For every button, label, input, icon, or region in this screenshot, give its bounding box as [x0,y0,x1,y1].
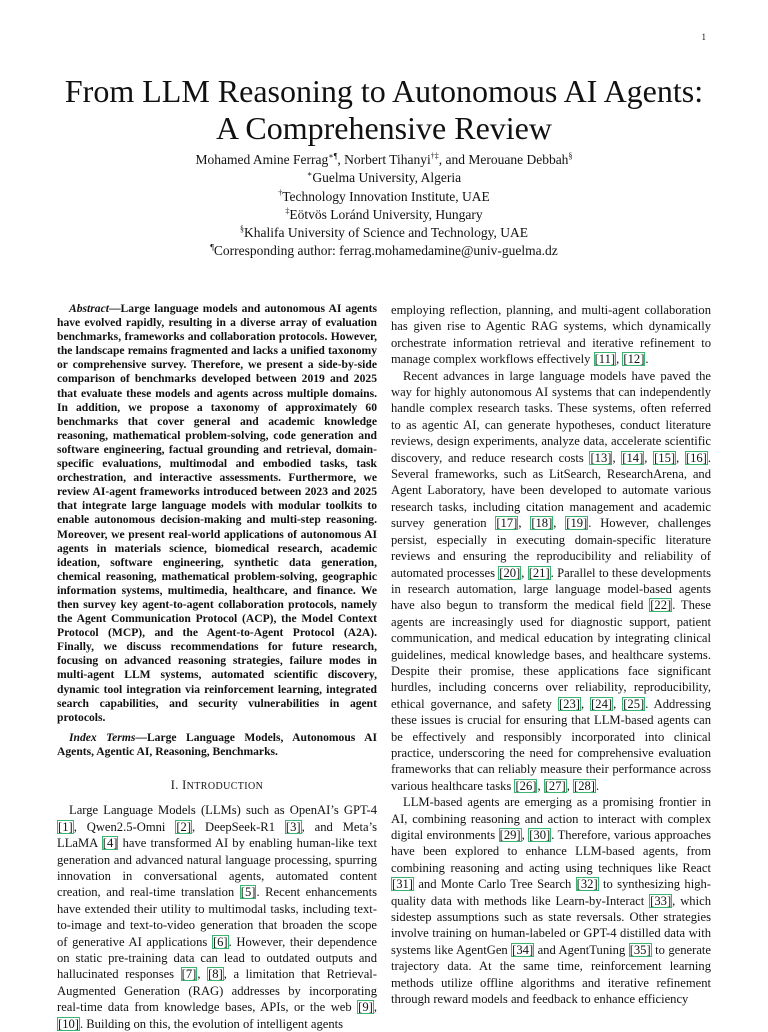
text-run: . Therefore, various approaches have been explored to enhance LLM-based agents, from combining reasoning and acting using techniques like React [391,828,711,875]
index-terms-text: Large Language Models, Autonomous AI Agents, Agentic AI, Reasoning, Benchmarks. [57,730,377,758]
text-run: LLM-based agents are emerging as a promising frontier in AI, combining reasoning and action to interact with complex digital environments [391,795,711,842]
text-run: , a limitation that Retrieval-Augmented Generation (RAG) addresses by incorporating real-time data from knowledge bases, APIs, or the web [57,967,378,1015]
citation-link[interactable]: [30] [529,828,551,842]
title-line-2: A Comprehensive Review [216,110,552,146]
text-run: , [197,967,208,982]
text-run: , and Meta’s LLaMA [57,819,377,851]
text-run: . However, their dependence on static pre-training data can lead to outdated outputs and hallucinated responses [57,934,377,982]
affiliation-text: Guelma University, Algeria [312,170,462,186]
affiliation [40,224,728,242]
right-paragraph-2 [391,368,711,795]
citation-link[interactable]: [35] [629,942,651,957]
citation-link[interactable]: [7] [181,967,197,982]
citation-link[interactable]: [9] [358,1000,373,1015]
citation-link[interactable]: [10] [58,1016,79,1031]
text-run: and Monte Carlo Tree Search [413,877,576,892]
citation-link[interactable]: [18] [531,516,553,531]
abstract-dash: — [108,302,121,315]
citation-link[interactable]: [11] [594,352,616,367]
text-run: . [596,778,600,793]
affiliation-mark: ¶ [210,242,214,252]
citation-link[interactable]: [22] [650,598,672,613]
affiliation [40,206,728,224]
text-run: employing reflection, planning, and multi-agent collaboration has given rise to Agentic RAG systems, which dynamically orchestrate information retrieval and iterative refinement to manage complex workflows effectively [391,303,711,367]
author-line [40,151,728,169]
author-mark: †‡ [430,151,439,161]
text-run: , [580,696,591,711]
affiliation-text: Khalifa University of Science and Technology, UAE [244,225,528,241]
text-run: to generate trajectory data. At the same time, reinforcement learning methods utilize offline algorithms and iterative refinement through reward models and feedback to enhance efficiency [391,942,711,1007]
text-run: , DeepSeek-R1 [192,819,285,834]
citation-link[interactable]: [21] [528,565,550,580]
text-run: , [566,778,574,793]
text-run: , [518,516,531,531]
citation-link[interactable]: [27] [544,778,566,793]
right-paragraph-3 [391,794,711,1007]
text-run: , [612,450,622,465]
citation-link[interactable]: [29] [499,828,521,842]
citation-link[interactable]: [20] [499,565,521,580]
citation-link[interactable]: [24] [591,696,613,711]
title-line-1: From LLM Reasoning to Autonomous AI Agents: [64,73,704,109]
text-run: . Addressing these issues is crucial for ensuring that LLM-based agents can be effectively and responsibly incorporated into clinical practice, underscoring the need for comprehensive evaluation frameworks that can reliably measure their performance across various healthcare tasks [391,696,711,793]
section-heading-introduction [57,777,377,795]
citation-link[interactable]: [23] [558,696,580,711]
citation-link[interactable]: [15] [654,450,676,465]
index-terms [57,731,377,759]
text-run: , [613,696,623,711]
affiliation [40,169,728,187]
text-run: Large Language Models (LLMs) such as OpenAI’s GPT-4 [69,803,377,818]
affiliation [40,188,728,206]
section-rest: NTRODUCTION [186,781,264,792]
section-number: I. [170,778,183,792]
section-initial: I [182,778,187,792]
text-run: , [521,828,529,842]
citation-link[interactable]: [28] [574,778,595,793]
text-run: . Recent enhancements have extended their utility to multimodal tasks, including text-to-image and text-to-video generation that broaden the scope of generative AI applications [57,885,378,949]
citation-link[interactable]: [2] [176,819,192,834]
citation-link[interactable]: [12] [623,352,645,367]
author-name: Mohamed Amine Ferrag [195,152,329,167]
text-run: , [537,778,544,793]
citation-link[interactable]: [16] [685,450,707,465]
left-column [57,302,377,1032]
abstract [57,302,377,725]
text-run: , [521,565,528,580]
author-name: , Norbert Tihanyi [337,152,431,167]
affiliation-text: Corresponding author: ferrag.mohamedamine@univ-guelma.dz [213,243,558,259]
text-run: to synthesizing high-quality data with methods like Learn-by-Interact [391,877,711,908]
citation-link[interactable]: [5] [240,885,256,900]
text-run: , [616,352,623,367]
text-run: . [645,352,649,367]
text-run: . These agents are increasingly used for diagnostic support, patient communication, and medical education by integrating clinical guidelines, medical knowledge bases, and healthcare systems. Despite their promise, these applications face significant hurdles, including concerns over reliability, reproducibility, ethical governance, and safety [391,598,711,711]
text-run: and AgentTuning [534,942,629,957]
citation-link[interactable]: [13] [590,450,612,465]
citation-link[interactable]: [8] [208,967,223,982]
index-terms-label: Index Terms [69,730,136,744]
text-run: , [553,516,566,531]
text-run: have transformed AI by enabling human-like text generation and advanced natural language processing, spurring innovation in conversational agents, automated content creation, and real-time translation [57,836,377,900]
citation-link[interactable]: [19] [566,516,588,531]
text-run: , [676,450,685,465]
text-run: . Parallel to these developments in research automation, large language model-based agents have also begun to transform the medical field [391,565,712,613]
affiliation-mark: † [278,188,283,198]
citation-link[interactable]: [26] [515,778,537,793]
authors-block [40,151,728,261]
right-column [391,302,711,1007]
affiliation-mark: ∗ [306,169,313,179]
citation-link[interactable]: [25] [623,696,645,711]
citation-link[interactable]: [32] [576,877,598,892]
text-run: , which sidestep assumptions such as state reversals. Other strategies involve training on human-labeled or GPT-4 distilled data with systems like AgentGen [391,893,711,957]
intro-paragraph-1 [57,802,377,1032]
text-run: . Building on this, the evolution of intelligent agents [79,1016,344,1031]
text-run: . Several frameworks, such as LitSearch, ResearchArena, and Agent Laboratory, have been developed to automate various research tasks, including citation management and academic survey generation [391,450,712,531]
text-run: , [373,1000,377,1015]
citation-link[interactable]: [14] [622,450,644,465]
citation-link[interactable]: [1] [58,819,73,834]
paper-title [40,73,728,147]
author-mark: ∗¶ [328,151,338,161]
citation-link[interactable]: [34] [512,942,534,957]
citation-link[interactable]: [6] [212,934,228,949]
index-terms-dash: — [135,730,147,744]
citation-link[interactable]: [3] [285,819,301,834]
text-run: , Qwen2.5-Omni [73,819,176,834]
affiliation-text: Technology Innovation Institute, UAE [282,188,490,204]
affiliation-mark: § [240,224,244,234]
page-number: 1 [701,32,706,42]
affiliation [40,242,728,260]
affiliation-mark: ‡ [285,206,290,216]
abstract-label: Abstract [69,302,109,315]
author-name: , and Merouane Debbah [438,152,569,167]
text-run: Recent advances in large language models have paved the way for highly autonomous AI systems that can independently handle complex research tasks. These systems, often referred to as agentic AI, can generate hypotheses, conduct literature reviews, design experiments, analyze data, accelerate scientific discovery, and reduce research costs [391,368,711,465]
citation-link[interactable]: [4] [102,836,118,851]
affiliation-text: Eötvös Loránd University, Hungary [289,206,483,222]
right-paragraph-1 [391,302,711,368]
citation-link[interactable]: [33] [650,893,672,908]
text-run: . However, challenges persist, especially in executing domain-specific literature reviews and ensuring the reproducibility and reliability of automated processes [391,516,711,580]
citation-link[interactable]: [31] [392,877,413,892]
abstract-text: Large language models and autonomous AI agents have evolved rapidly, resulting in a diverse array of evaluation benchmarks, frameworks and collaboration protocols. However, the landscape remains fragmented and lacks a unified taxonomy or comprehensive survey. Therefore, we present a side-by-side comparison of benchmarks developed between 2019 and 2025 that evaluate these models and agents across multiple domains. In addition, we propose a taxonomy of approximately 60 benchmarks that cover general and academic knowledge reasoning, mathematical problem-solving, code generation and software engineering, factual grounding and retrieval, domain-specific evaluations, multimodal and embodied tasks, task orchestration, and interactive assessments. Furthermore, we review AI-agent frameworks introduced between 2023 and 2025 that integrate large language models with modular toolkits to enable autonomous decision-making and multi-step reasoning. Moreover, we present real-world applications of autonomous AI agents in materials science, biomedical research, academic ideation, software engineering, synthetic data generation, chemical reasoning, mathematical problem-solving, geographic information systems, multimedia, healthcare, and finance. We then survey key agent-to-agent collaboration protocols, namely the Agent Communication Protocol (ACP), the Model Context Protocol (MCP), and the Agent-to-Agent Protocol (A2A). Finally, we discuss recommendations for future research, focusing on advanced reasoning strategies, failure modes in multi-agent LLM systems, automated scientific discovery, dynamic tool integration via reinforcement learning, integrated search capabilities, and security vulnerabilities in agent protocols. [57,302,377,724]
citation-link[interactable]: [17] [496,516,518,531]
text-run: , [644,450,654,465]
author-mark: § [568,151,573,161]
